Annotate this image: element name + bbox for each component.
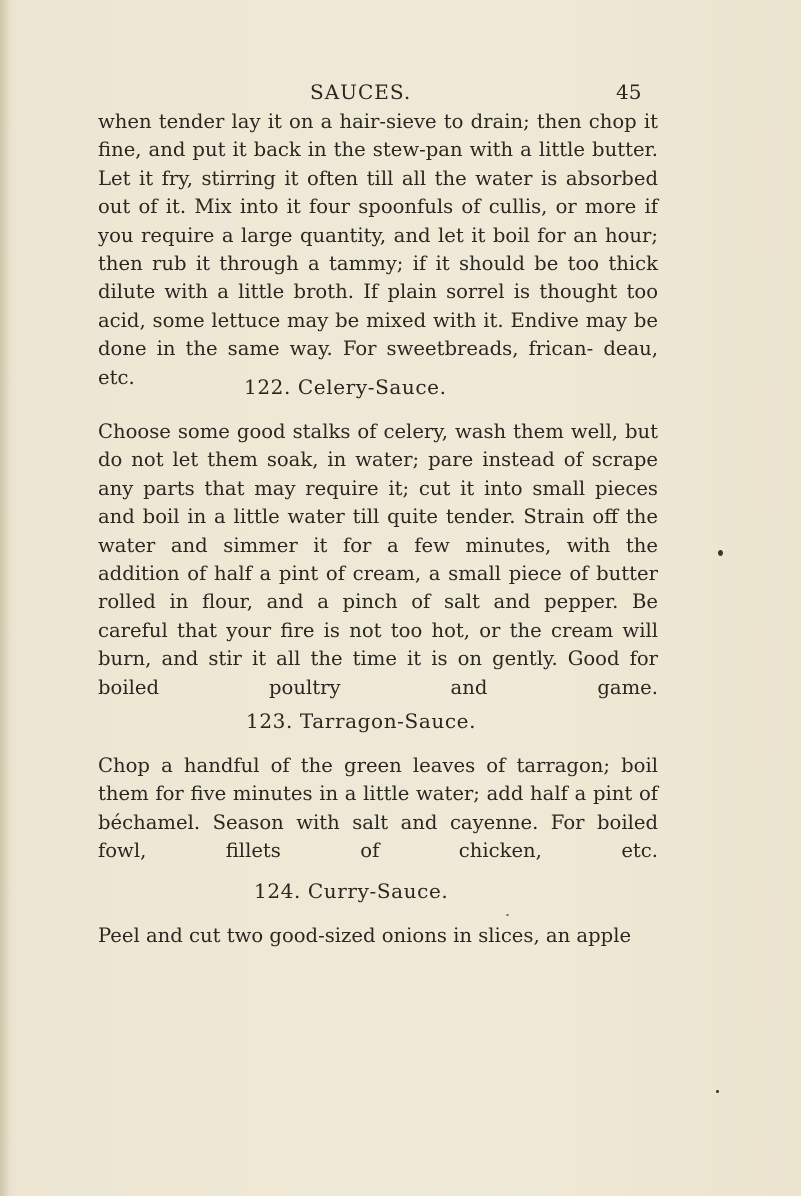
paragraph-curry-sauce: Peel and cut two good-sized onions in slices, an apple (98, 924, 632, 947)
paper-speck (506, 914, 509, 916)
paragraph-tarragon-sauce: Chop a handful of the green leaves of tarragon; boil them for five minutes in a little water; add half a pint of béchamel. Season with salt and cayenne. For boiled fowl, fillets of chicken, etc. (98, 754, 658, 863)
running-head (0, 80, 801, 110)
paragraph-celery-sauce: Choose some good stalks of celery, wash them well, but do not let them soak, in water; pare instead of scrape any parts that may require it; cut it into small pieces and boil in a little water till quite tender. Strain off the water and simmer it for a few minutes, with the addition of half a pint of cream, a small piece of butter rolled in flour, and a pinch of salt and pepper. Be careful that your fire is not too hot, or the cream will burn, and stir it all the time it is on gently. Good for boiled poultry and game. (98, 420, 658, 699)
paragraph-sorrel-continued: when tender lay it on a hair-sieve to drain; then chop it fine, and put it back in the stew-pan with a little butter. Let it fry, stirring it often till all the water is absorbed out of it. Mix into it four spoonfuls of cullis, or more if you require a large quantity, and let it boil for an hour; then rub it through a tammy; if it should be too thick dilute with a little broth. If plain sorrel is thought too acid, some lettuce may be mixed with it. Endive may be done in the same way. For sweetbreads, frican- deau, etc. (98, 110, 658, 389)
page-edge-shadow (0, 0, 10, 1196)
page-number: 45 (616, 80, 642, 104)
paper-speck (716, 1090, 719, 1093)
paper-speck (718, 550, 723, 556)
recipe-heading-text: 124. Curry-Sauce. (254, 879, 449, 903)
recipe-heading-text: 123. Tarragon-Sauce. (246, 709, 477, 733)
running-head-title: SAUCES. (310, 80, 412, 104)
recipe-heading-text: 122. Celery-Sauce. (244, 375, 447, 399)
